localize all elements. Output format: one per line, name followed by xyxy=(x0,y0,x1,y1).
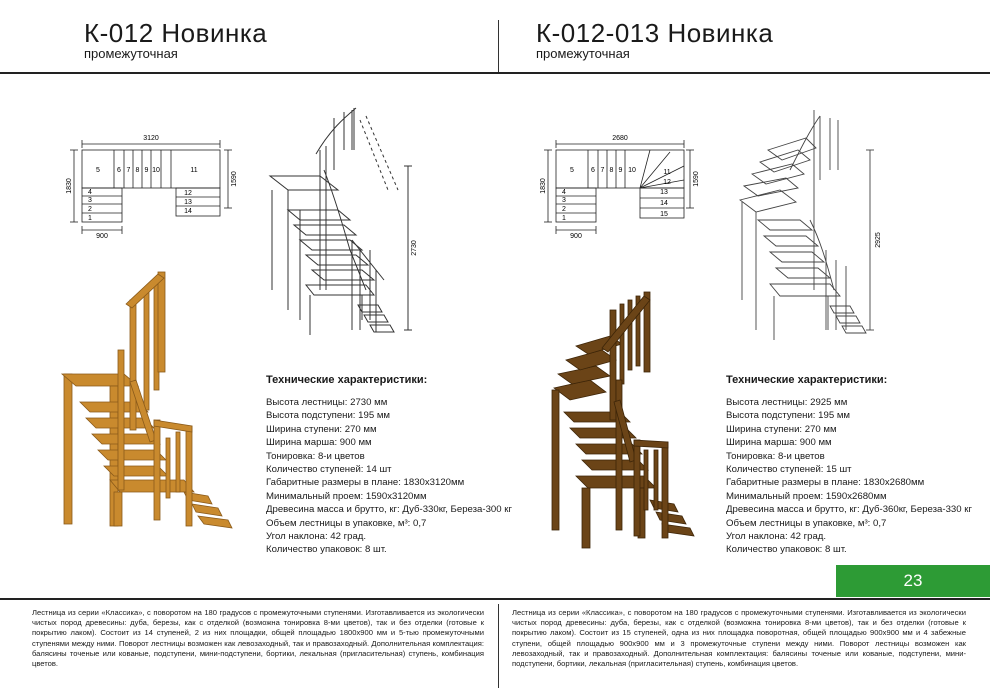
step-label: 14 xyxy=(184,208,192,215)
spec-item: Угол наклона: 42 град. xyxy=(726,531,827,543)
right-subtitle: промежуточная xyxy=(536,46,630,61)
step-label: 4 xyxy=(88,189,92,196)
right-drawing-height: 2925 xyxy=(875,232,882,248)
step-label: 8 xyxy=(609,167,614,174)
spec-item: Высота подступени: 195 мм xyxy=(266,410,391,422)
right-title: К-012-013 Новинка xyxy=(536,18,774,48)
step-label: 10 xyxy=(628,167,636,174)
step-label: 14 xyxy=(660,200,668,207)
spec-item: Количество упаковок: 8 шт. xyxy=(726,544,847,556)
step-label: 6 xyxy=(117,167,121,174)
step-label: 9 xyxy=(144,167,149,174)
step-label: 12 xyxy=(663,179,671,186)
footer-divider xyxy=(498,604,499,688)
step-label: 7 xyxy=(600,167,605,174)
step-label: 5 xyxy=(570,167,574,174)
spec-item: Тонировка: 8-и цветов xyxy=(726,450,825,462)
left-stair-drawing xyxy=(258,90,438,340)
right-specs-list xyxy=(726,396,972,557)
left-drawing-height: 2730 xyxy=(411,240,418,256)
right-stair-drawing xyxy=(730,90,910,340)
left-plan-bottom: 900 xyxy=(96,233,108,240)
left-specs-list xyxy=(266,396,512,557)
spec-item: Количество ступеней: 14 шт xyxy=(266,464,392,476)
step-label: 3 xyxy=(562,197,566,204)
left-plan-width: 3120 xyxy=(143,135,159,142)
right-plan-height-left: 1830 xyxy=(540,178,547,194)
step-label: 1 xyxy=(562,215,566,222)
step-label: 11 xyxy=(190,167,198,174)
step-label: 8 xyxy=(135,167,140,174)
spec-item: Количество упаковок: 8 шт. xyxy=(266,544,387,556)
right-specs-title: Технические характеристики: xyxy=(726,374,888,386)
step-label: 7 xyxy=(126,167,131,174)
step-label: 15 xyxy=(660,211,668,218)
step-label: 9 xyxy=(618,167,623,174)
step-label: 3 xyxy=(88,197,92,204)
page-number: 23 xyxy=(903,571,923,590)
spec-item: Высота лестницы: 2730 мм xyxy=(266,397,388,408)
spec-item: Объем лестницы в упаковке, м³: 0,7 xyxy=(726,517,887,529)
step-label: 6 xyxy=(591,167,595,174)
step-label: 5 xyxy=(96,167,100,174)
spec-item: Габаритные размеры в плане: 1830х3120мм xyxy=(266,477,465,489)
spec-item: Ширина марша: 900 мм xyxy=(726,437,832,449)
spec-item: Минимальный проем: 1590х3120мм xyxy=(266,490,427,502)
right-plan-height-right: 1590 xyxy=(693,171,700,187)
right-plan-bottom: 900 xyxy=(570,233,582,240)
right-plan-width: 2680 xyxy=(612,135,628,142)
left-title: К-012 Новинка xyxy=(84,18,268,48)
right-description: Лестница из серии «Классика», с поворотом на 180 градусов с промежуточными ступенями. Изготавливается из экологически чистых пород древесины: дуба, березы, как с отделкой (возможна тонировка 8-ми цветов), так и без отделки (готовые к покрытию лаком). Состоит из 15 ступеней, одна из них площадка поворотная, общей площадью 900х900 мм и 4 забежные ступени, общей площадью 900х900 мм и 3 промежуточные ступени между ними. Поворот лестницы возможен как левозаходный, так и правозаходный. Дополнительная комплектация: балясины точеные или кованые, подступени, мини-подступени, бортики, лекальная (пригласительная) ступень, комбинация цветов. xyxy=(512,608,966,669)
step-label: 2 xyxy=(88,206,92,213)
left-specs-title: Технические характеристики: xyxy=(266,374,428,386)
spec-item: Древесина масса и брутто, кг: Дуб-330кг, Береза-300 кг xyxy=(266,504,512,516)
step-label: 2 xyxy=(562,206,566,213)
left-description: Лестница из серии «Классика», с поворотом на 180 градусов с промежуточными ступенями. Изготавливается из экологически чистых пород древесины: дуба, березы, как с отделкой (возможна тонировка 8-ми цветов), так и без отделки (готовые к покрытию лаком). Состоит из 14 ступеней, 2 из них площадки, общей площадью 1800х900 мм и 5-тью промежуточными ступенями между ними. Поворот лестницы возможен как левозаходный, так и правозаходный. Дополнительная комплектация: балясины точеные или кованые, подступени, мини-подступени, бортики, лекальная (пригласительная) ступень, комбинация цветов. xyxy=(32,608,484,669)
left-plan-height-right: 1590 xyxy=(231,171,238,187)
spec-item: Ширина ступени: 270 мм xyxy=(726,423,837,435)
left-plan-height-left: 1830 xyxy=(66,178,73,194)
header-rule xyxy=(0,72,990,74)
spec-item: Габаритные размеры в плане: 1830х2680мм xyxy=(726,477,925,489)
step-label: 12 xyxy=(184,190,192,197)
spec-item: Угол наклона: 42 град. xyxy=(266,531,367,543)
step-label: 13 xyxy=(660,189,668,196)
spec-item: Тонировка: 8-и цветов xyxy=(266,450,365,462)
page-number-badge xyxy=(836,565,990,597)
left-plan-diagram xyxy=(66,130,246,240)
spec-item: Древесина масса и брутто, кг: Дуб-360кг, Береза-330 кг xyxy=(726,504,972,516)
right-stair-photo xyxy=(540,290,720,550)
step-label: 11 xyxy=(663,169,671,176)
spec-item: Ширина марша: 900 мм xyxy=(266,437,372,449)
spec-item: Объем лестницы в упаковке, м³: 0,7 xyxy=(266,517,427,529)
step-label: 4 xyxy=(562,189,566,196)
footer-rule xyxy=(0,598,990,600)
left-subtitle: промежуточная xyxy=(84,46,178,61)
spec-item: Минимальный проем: 1590х2680мм xyxy=(726,490,887,502)
spec-item: Ширина ступени: 270 мм xyxy=(266,423,377,435)
step-label: 1 xyxy=(88,215,92,222)
step-label: 10 xyxy=(152,167,160,174)
spec-item: Высота подступени: 195 мм xyxy=(726,410,851,422)
step-label: 13 xyxy=(184,199,192,206)
right-plan-diagram xyxy=(540,130,720,240)
header-divider xyxy=(498,20,499,72)
left-stair-photo xyxy=(58,270,248,545)
spec-item: Количество ступеней: 15 шт xyxy=(726,464,852,476)
spec-item: Высота лестницы: 2925 мм xyxy=(726,397,848,408)
